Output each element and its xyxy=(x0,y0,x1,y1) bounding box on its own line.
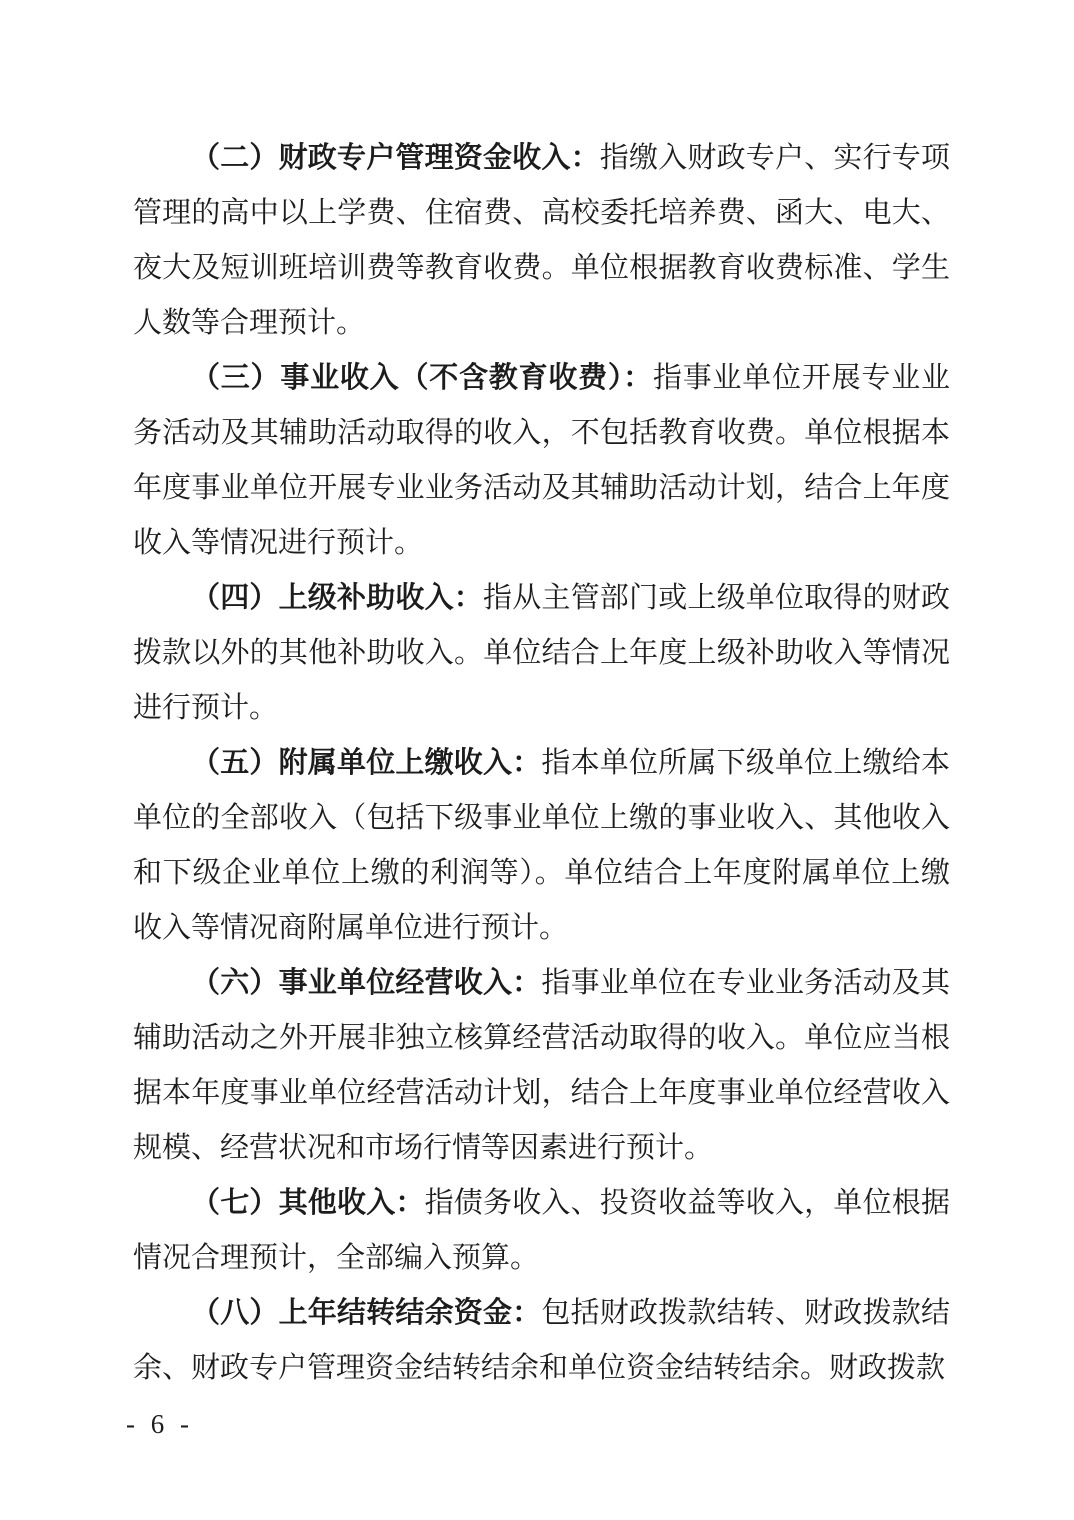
paragraph-body: 指缴入财政专户、实行专项管理的高中以上学费、住宿费、高校委托培养费、函大、电大、夜大及短训班培训费等教育收费。单位根据教育收费标准、学生人数等合理预计。 xyxy=(133,142,950,339)
paragraph xyxy=(133,131,950,351)
paragraph-body: 指事业单位开展专业业务活动及其辅助活动取得的收入，不包括教育收费。单位根据本年度事业单位开展专业业务活动及其辅助活动计划，结合上年度收入等情况进行预计。 xyxy=(133,362,950,559)
paragraph-lead: （七）其他收入： xyxy=(191,1187,425,1219)
document-body xyxy=(133,131,950,1396)
paragraph-lead: （三）事业收入（不含教育收费）： xyxy=(191,362,653,394)
paragraph-lead: （六）事业单位经营收入： xyxy=(191,967,542,999)
paragraph-body: 指事业单位在专业业务活动及其辅助活动之外开展非独立核算经营活动取得的收入。单位应当根据本年度事业单位经营活动计划，结合上年度事业单位经营收入规模、经营状况和市场行情等因素进行预计。 xyxy=(133,967,950,1164)
paragraph-body: 包括财政拨款结转、财政拨款结余、财政专户管理资金结转结余和单位资金结转结余。财政拨款 xyxy=(133,1297,950,1384)
paragraph xyxy=(133,736,950,956)
paragraph xyxy=(133,1176,950,1286)
page-number: - 6 - xyxy=(126,1409,190,1439)
paragraph xyxy=(133,351,950,571)
paragraph-lead: （五）附属单位上缴收入： xyxy=(191,747,542,779)
paragraph xyxy=(133,1286,950,1396)
paragraph-lead: （八）上年结转结余资金： xyxy=(191,1297,542,1329)
paragraph-body: 指债务收入、投资收益等收入，单位根据情况合理预计，全部编入预算。 xyxy=(133,1187,950,1274)
paragraph xyxy=(133,956,950,1176)
paragraph-lead: （二）财政专户管理资金收入： xyxy=(191,142,600,174)
paragraph xyxy=(133,571,950,736)
paragraph-body: 指本单位所属下级单位上缴给本单位的全部收入（包括下级事业单位上缴的事业收入、其他收入和下级企业单位上缴的利润等）。单位结合上年度附属单位上缴收入等情况商附属单位进行预计。 xyxy=(133,747,950,944)
paragraph-body: 指从主管部门或上级单位取得的财政拨款以外的其他补助收入。单位结合上年度上级补助收入等情况进行预计。 xyxy=(133,582,950,724)
paragraph-lead: （四）上级补助收入： xyxy=(191,582,483,614)
